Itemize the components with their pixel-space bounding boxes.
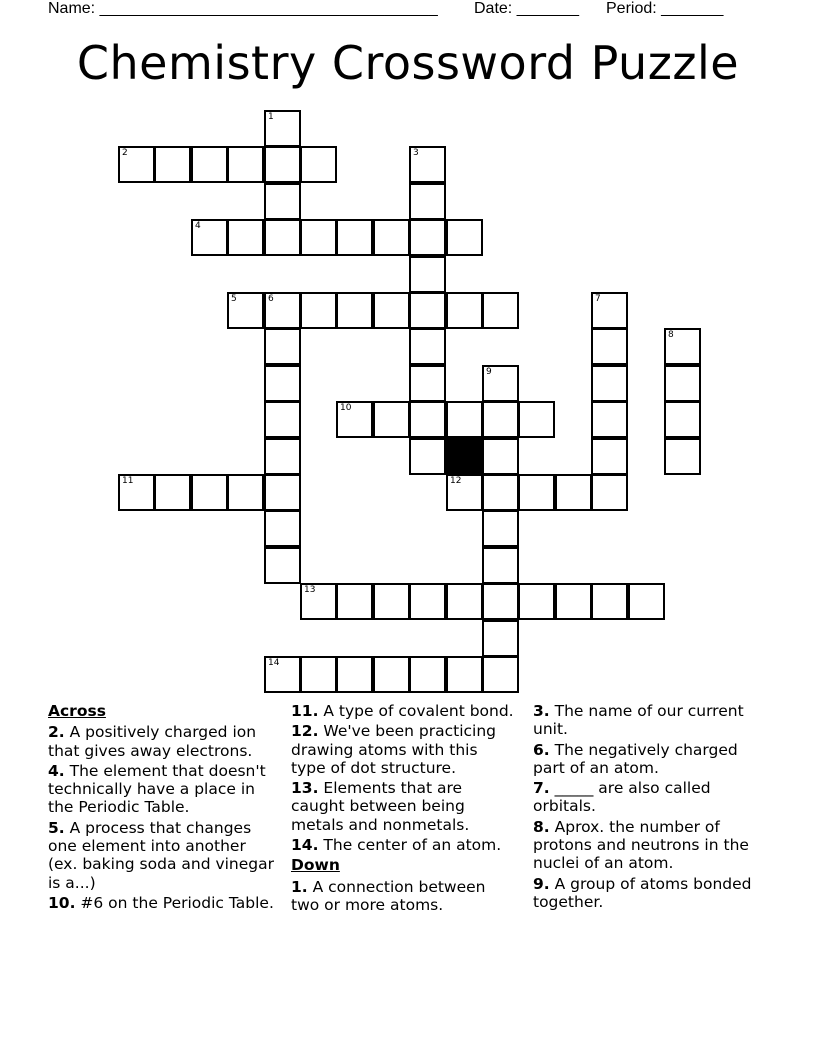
clue-number-label: 6 bbox=[268, 294, 274, 304]
clue-across-14 bbox=[291, 836, 516, 854]
crossword-cell[interactable] bbox=[264, 474, 301, 511]
crossword-cell[interactable] bbox=[591, 474, 628, 511]
clue-number: 9. bbox=[533, 874, 550, 893]
clue-number: 11. bbox=[291, 702, 319, 720]
crossword-cell[interactable] bbox=[482, 292, 519, 329]
clue-down-7 bbox=[533, 779, 773, 816]
crossword-cell[interactable] bbox=[518, 583, 555, 620]
clue-number-label: 8 bbox=[668, 330, 674, 340]
crossword-cell[interactable] bbox=[336, 583, 373, 620]
crossword-cell[interactable] bbox=[591, 438, 628, 475]
clue-number: 13. bbox=[291, 779, 319, 798]
clue-number-label: 3 bbox=[413, 148, 419, 158]
clue-across-4 bbox=[48, 762, 280, 817]
across-heading: Across bbox=[48, 702, 106, 720]
clue-number: 3. bbox=[533, 702, 550, 720]
period-field-label: Period: _______ bbox=[606, 0, 724, 17]
date-field-label: Date: _______ bbox=[474, 0, 579, 17]
crossword-cell[interactable] bbox=[227, 292, 264, 329]
header-row bbox=[0, 0, 816, 20]
crossword-cell[interactable] bbox=[628, 583, 665, 620]
clue-down-9 bbox=[533, 875, 773, 912]
clue-number: 5. bbox=[48, 818, 65, 837]
clue-number: 4. bbox=[48, 761, 65, 780]
clue-text: Elements that are caught between being metals and nonmetals. bbox=[291, 779, 470, 834]
clue-number-label: 11 bbox=[122, 476, 134, 486]
crossword-cell[interactable] bbox=[555, 474, 592, 511]
crossword-cell[interactable] bbox=[664, 365, 701, 402]
page-title: Chemistry Crossword Puzzle bbox=[76, 36, 740, 90]
clue-number: 12. bbox=[291, 722, 319, 741]
crossword-cell[interactable] bbox=[336, 401, 373, 438]
crossword-cell[interactable] bbox=[409, 438, 446, 475]
clue-text: The name of our current unit. bbox=[533, 702, 744, 739]
crossword-cell[interactable] bbox=[409, 219, 446, 256]
crossword-cell[interactable] bbox=[264, 328, 301, 365]
clue-across-13 bbox=[291, 779, 516, 834]
clue-text: _____ are also called orbitals. bbox=[533, 779, 711, 816]
crossword-cell[interactable] bbox=[446, 292, 483, 329]
clue-down-8 bbox=[533, 818, 773, 873]
crossword-cell[interactable] bbox=[336, 656, 373, 693]
clue-text: A positively charged ion that gives away electrons. bbox=[48, 723, 257, 760]
crossword-cell[interactable] bbox=[664, 438, 701, 475]
crossword-cell[interactable] bbox=[591, 583, 628, 620]
clue-text: We've been practicing drawing atoms with this type of dot structure. bbox=[291, 722, 497, 777]
clue-text: A process that changes one element into another (ex. baking soda and vinegar is a...) bbox=[48, 818, 275, 892]
clue-text: Aprox. the number of protons and neutrons in the nuclei of an atom. bbox=[533, 817, 749, 873]
crossword-cell[interactable] bbox=[300, 656, 337, 693]
crossword-cell[interactable] bbox=[300, 583, 337, 620]
clue-number-label: 1 bbox=[268, 112, 274, 122]
crossword-cell[interactable] bbox=[409, 183, 446, 220]
black-square bbox=[446, 438, 483, 475]
crossword-cell[interactable] bbox=[446, 583, 483, 620]
clue-number-label: 7 bbox=[595, 294, 601, 304]
crossword-cell[interactable] bbox=[264, 292, 301, 329]
crossword-cell[interactable] bbox=[409, 365, 446, 402]
clue-number-label: 14 bbox=[268, 658, 280, 668]
crossword-cell[interactable] bbox=[264, 438, 301, 475]
crossword-cell[interactable] bbox=[264, 547, 301, 584]
crossword-cell[interactable] bbox=[373, 583, 410, 620]
crossword-cell[interactable] bbox=[264, 183, 301, 220]
crossword-cell[interactable] bbox=[591, 365, 628, 402]
clue-number: 7. bbox=[533, 779, 550, 798]
crossword-cell[interactable] bbox=[591, 328, 628, 365]
clue-text: A type of covalent bond. bbox=[323, 702, 514, 720]
clue-across-2 bbox=[48, 723, 280, 760]
crossword-cell[interactable] bbox=[518, 474, 555, 511]
clue-text: A connection between two or more atoms. bbox=[291, 877, 486, 914]
crossword-cell[interactable] bbox=[664, 328, 701, 365]
clues-column-1 bbox=[48, 702, 280, 914]
crossword-cell[interactable] bbox=[264, 110, 301, 147]
clue-number-label: 12 bbox=[450, 476, 462, 486]
crossword-cell[interactable] bbox=[336, 219, 373, 256]
crossword-cell[interactable] bbox=[227, 219, 264, 256]
crossword-cell[interactable] bbox=[591, 292, 628, 329]
clue-number-label: 2 bbox=[122, 148, 128, 158]
crossword-cell[interactable] bbox=[518, 401, 555, 438]
crossword-cell[interactable] bbox=[446, 219, 483, 256]
crossword-cell[interactable] bbox=[482, 438, 519, 475]
clue-number-label: 4 bbox=[195, 221, 201, 231]
crossword-cell[interactable] bbox=[482, 547, 519, 584]
crossword-cell[interactable] bbox=[264, 146, 301, 183]
clue-number-label: 10 bbox=[340, 403, 352, 413]
crossword-cell[interactable] bbox=[409, 328, 446, 365]
crossword-cell[interactable] bbox=[118, 474, 155, 511]
crossword-cell[interactable] bbox=[227, 474, 264, 511]
crossword-cell[interactable] bbox=[446, 401, 483, 438]
crossword-cell[interactable] bbox=[300, 146, 337, 183]
clue-across-12 bbox=[291, 722, 516, 777]
crossword-cell[interactable] bbox=[264, 656, 301, 693]
crossword-cell[interactable] bbox=[482, 510, 519, 547]
clue-text: The negatively charged part of an atom. bbox=[533, 740, 738, 777]
crossword-cell[interactable] bbox=[555, 583, 592, 620]
clue-text: The element that doesn't technically have a place in the Periodic Table. bbox=[48, 761, 266, 817]
crossword-cell[interactable] bbox=[264, 510, 301, 547]
clue-text: The center of an atom. bbox=[323, 836, 502, 855]
clue-number-label: 13 bbox=[304, 585, 316, 595]
clue-number-label: 5 bbox=[231, 294, 237, 304]
clue-number: 2. bbox=[48, 723, 65, 742]
clue-number-label: 9 bbox=[486, 367, 492, 377]
crossword-cell[interactable] bbox=[300, 219, 337, 256]
crossword-cell[interactable] bbox=[409, 401, 446, 438]
crossword-cell[interactable] bbox=[482, 474, 519, 511]
crossword-cell[interactable] bbox=[154, 146, 191, 183]
clue-number: 14. bbox=[291, 836, 319, 855]
crossword-cell[interactable] bbox=[227, 146, 264, 183]
clue-number: 10. bbox=[48, 893, 76, 912]
clue-down-6 bbox=[533, 741, 773, 778]
crossword-cell[interactable] bbox=[482, 365, 519, 402]
clues-column-3 bbox=[533, 702, 773, 913]
crossword-cell[interactable] bbox=[482, 583, 519, 620]
crossword-cell[interactable] bbox=[264, 401, 301, 438]
crossword-cell[interactable] bbox=[409, 256, 446, 293]
crossword-cell[interactable] bbox=[409, 583, 446, 620]
clue-text: A group of atoms bonded together. bbox=[533, 874, 752, 911]
crossword-cell[interactable] bbox=[154, 474, 191, 511]
crossword-cell[interactable] bbox=[336, 292, 373, 329]
crossword-cell[interactable] bbox=[409, 656, 446, 693]
crossword-cell[interactable] bbox=[373, 292, 410, 329]
crossword-cell[interactable] bbox=[373, 401, 410, 438]
name-field-label: Name: ______________________________________ bbox=[48, 0, 438, 17]
crossword-cell[interactable] bbox=[446, 474, 483, 511]
crossword-cell[interactable] bbox=[264, 365, 301, 402]
crossword-cell[interactable] bbox=[191, 219, 228, 256]
crossword-cell[interactable] bbox=[409, 146, 446, 183]
crossword-cell[interactable] bbox=[482, 401, 519, 438]
crossword-cell[interactable] bbox=[264, 219, 301, 256]
crossword-cell[interactable] bbox=[446, 656, 483, 693]
crossword-cell[interactable] bbox=[191, 474, 228, 511]
clue-number: 6. bbox=[533, 740, 550, 759]
down-heading: Down bbox=[291, 856, 340, 875]
clue-number: 8. bbox=[533, 817, 550, 836]
clue-number: 1. bbox=[291, 877, 308, 896]
clue-text: #6 on the Periodic Table. bbox=[80, 893, 274, 912]
crossword-cell[interactable] bbox=[591, 401, 628, 438]
clue-across-11 bbox=[291, 702, 516, 720]
crossword-cell[interactable] bbox=[191, 146, 228, 183]
crossword-cell[interactable] bbox=[118, 146, 155, 183]
crossword-cell[interactable] bbox=[300, 292, 337, 329]
crossword-cell[interactable] bbox=[409, 292, 446, 329]
crossword-cell[interactable] bbox=[664, 401, 701, 438]
clue-across-5 bbox=[48, 819, 280, 892]
crossword-cell[interactable] bbox=[482, 620, 519, 657]
crossword-cell[interactable] bbox=[373, 219, 410, 256]
crossword-cell[interactable] bbox=[482, 656, 519, 693]
crossword-cell[interactable] bbox=[373, 656, 410, 693]
clue-down-1 bbox=[291, 878, 516, 915]
clue-down-3 bbox=[533, 702, 773, 739]
clue-across-10 bbox=[48, 894, 280, 912]
clues-column-2 bbox=[291, 702, 516, 916]
